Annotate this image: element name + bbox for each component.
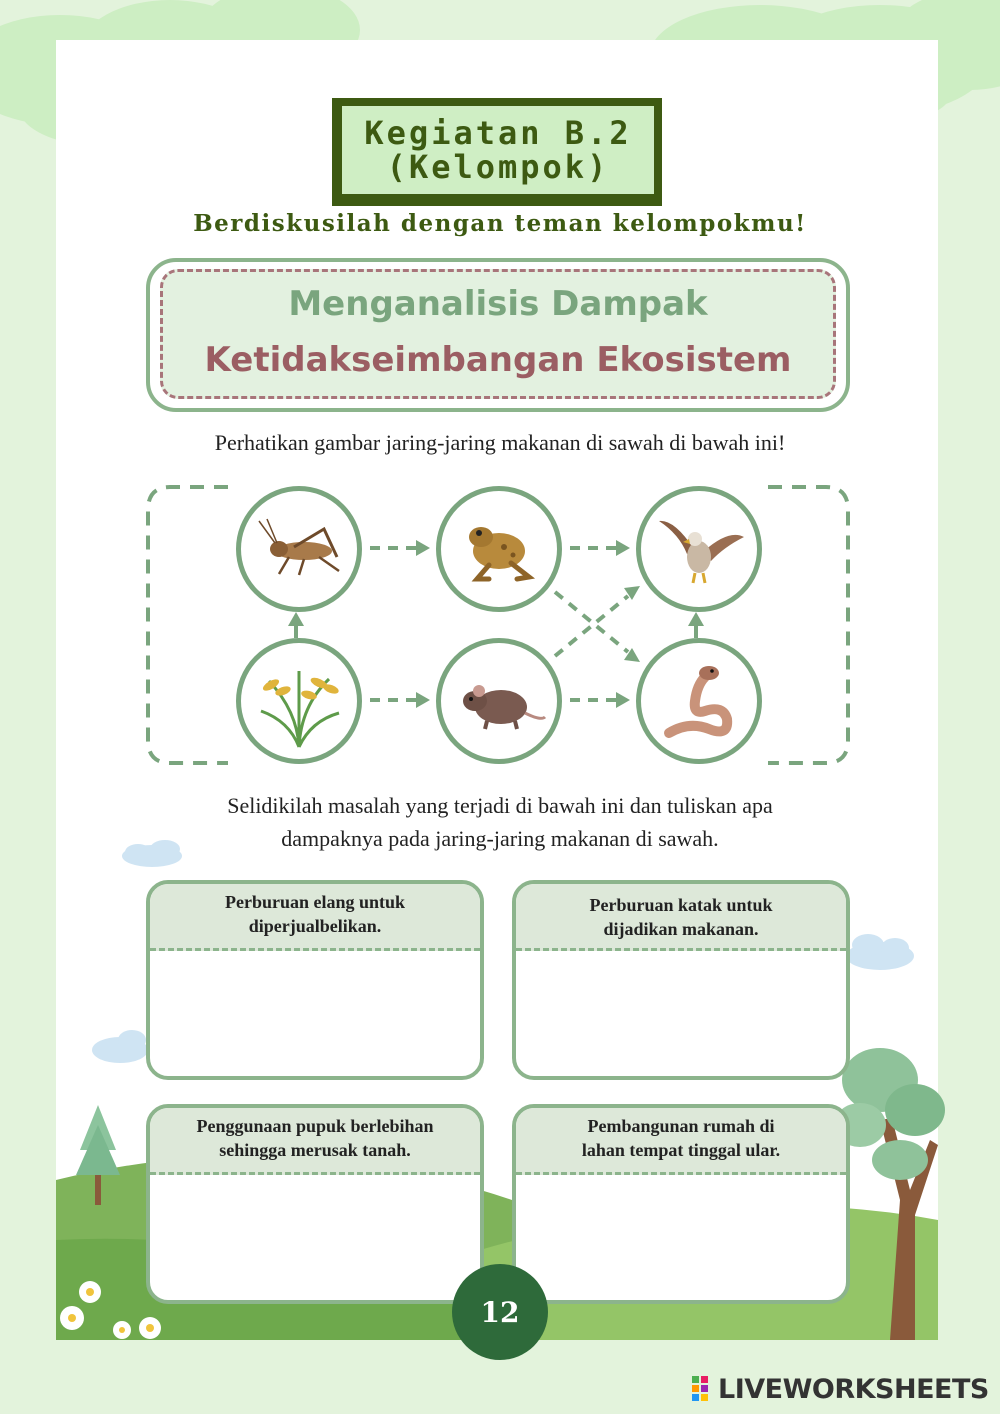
heading-line-1: Menganalisis Dampak (288, 284, 708, 324)
card-title: Penggunaan pupuk berlebihan sehingga merusak tanah. (196, 1116, 434, 1160)
card-title: Pembangunan rumah di lahan tempat tinggal ular. (581, 1116, 781, 1160)
frog-circle (436, 486, 562, 612)
eagle-icon (649, 499, 749, 599)
liveworksheets-logo[interactable] (692, 1372, 989, 1406)
heading-line-2: Ketidakseimbangan Ekosistem (204, 340, 792, 380)
impact-card-frog-hunting (512, 880, 850, 1080)
frog-icon (449, 499, 549, 599)
answer-field-fertilizer[interactable] (158, 1182, 472, 1292)
impact-card-housing (512, 1104, 850, 1304)
snake-circle (636, 638, 762, 764)
answer-field-housing[interactable] (524, 1182, 838, 1292)
card-title: Perburuan elang untuk diperjualbelikan. (224, 892, 406, 936)
card-header (150, 884, 480, 951)
rice-plant-icon (249, 651, 349, 751)
small-cloud-icon (846, 934, 914, 970)
activity-title: Kegiatan B.2 (364, 114, 632, 152)
card-header (516, 1108, 846, 1175)
answer-field-eagle-hunting[interactable] (158, 958, 472, 1068)
small-cloud-icon (92, 1030, 148, 1063)
activity-subtitle: (Kelompok) (386, 148, 610, 186)
card-title: Perburuan katak untuk dijadikan makanan. (589, 895, 773, 939)
brand-name: LIVEWORKSHEETS (718, 1373, 989, 1405)
card-header (516, 884, 846, 951)
instruction-text: Berdiskusilah dengan teman kelompokmu! (193, 210, 807, 237)
activity-title-badge (342, 106, 654, 194)
grasshopper-circle (236, 486, 362, 612)
page-number: 12 (480, 1295, 520, 1329)
rat-circle (436, 638, 562, 764)
answer-field-frog-hunting[interactable] (524, 958, 838, 1068)
grasshopper-icon (249, 499, 349, 599)
page-number-badge (452, 1264, 548, 1360)
liveworksheets-logo-icon (692, 1376, 718, 1402)
eagle-circle (636, 486, 762, 612)
impact-card-eagle-hunting (146, 880, 484, 1080)
impact-card-fertilizer (146, 1104, 484, 1304)
rice-plant-circle (236, 638, 362, 764)
task-text-line-2: dampaknya pada jaring-jaring makanan di sawah. (281, 826, 719, 851)
rat-icon (449, 651, 549, 751)
intro-text: Perhatikan gambar jaring-jaring makanan di sawah di bawah ini! (214, 430, 786, 455)
card-header (150, 1108, 480, 1175)
task-text-line-1: Selidikilah masalah yang terjadi di bawah ini dan tuliskan apa (227, 793, 773, 818)
snake-icon (649, 651, 749, 751)
